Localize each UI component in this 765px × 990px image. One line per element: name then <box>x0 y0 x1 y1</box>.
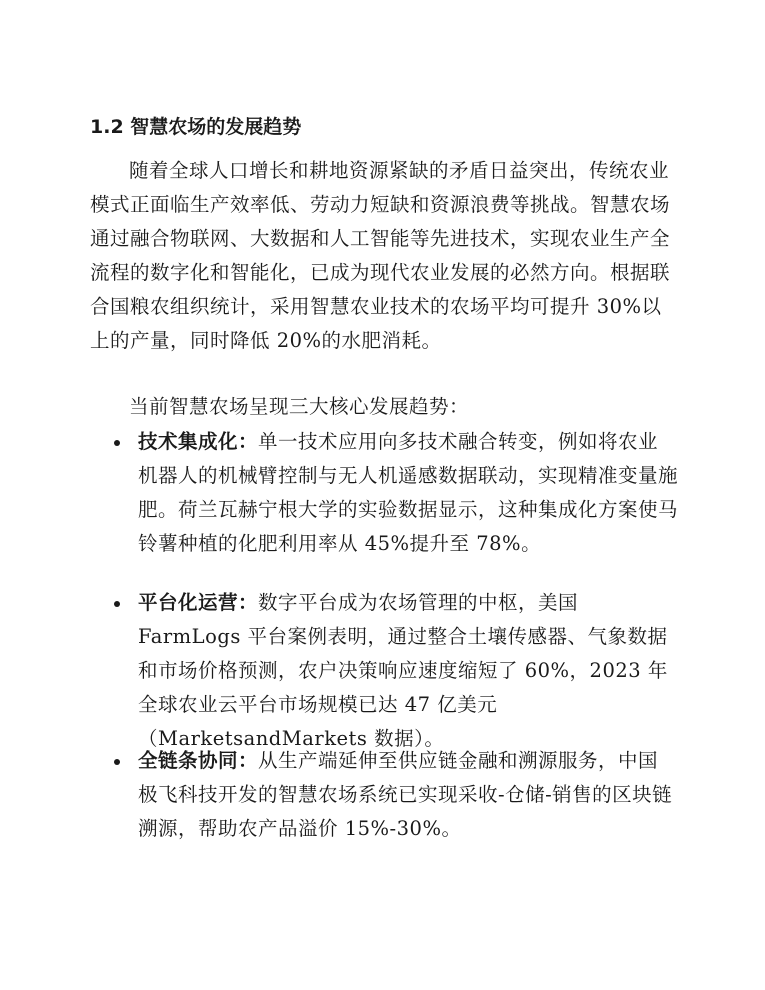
trend-text: 单一技术应用向多技术融合转变，例如将农业机器人的机械臂控制与无人机遥感数据联动，实现精准变量施肥。荷兰瓦赫宁根大学的实验数据显示，这种集成化方案使马铃薯种植的化肥利用率从 45%提升至 78%。 <box>138 430 679 555</box>
trend-title: 技术集成化： <box>138 430 259 453</box>
trend-text: 从生产端延伸至供应链金融和溯源服务，中国极飞科技开发的智慧农场系统已实现采收-仓储-销售的区块链溯源，帮助农产品溢价 15%-30%。 <box>138 749 673 840</box>
bullet-icon <box>114 601 120 607</box>
bullet-icon <box>114 759 120 765</box>
trend-text: 数字平台成为农场管理的中枢，美国 FarmLogs 平台案例表明，通过整合土壤传感器、气象数据和市场价格预测，农户决策响应速度缩短了 60%，2023 年全球农业云平台市场规模已达 47 亿美元（MarketsandMarkets 数据）。 <box>138 591 668 750</box>
trends-intro-paragraph: 当前智慧农场呈现三大核心发展趋势： <box>129 395 470 418</box>
trend-title: 全链条协同： <box>138 749 259 772</box>
list-item <box>138 425 678 561</box>
list-item <box>138 744 678 846</box>
section-heading: 1.2 智慧农场的发展趋势 <box>90 116 302 138</box>
trend-title: 平台化运营： <box>138 591 259 614</box>
bullet-icon <box>114 440 120 446</box>
list-item <box>138 586 678 756</box>
intro-paragraph: 随着全球人口增长和耕地资源紧缺的矛盾日益突出，传统农业模式正面临生产效率低、劳动力短缺和资源浪费等挑战。智慧农场通过融合物联网、大数据和人工智能等先进技术，实现农业生产全流程的数字化和智能化，已成为现代农业发展的必然方向。根据联合国粮农组织统计，采用智慧农业技术的农场平均可提升 30%以上的产量，同时降低 20%的水肥消耗。 <box>90 159 671 352</box>
